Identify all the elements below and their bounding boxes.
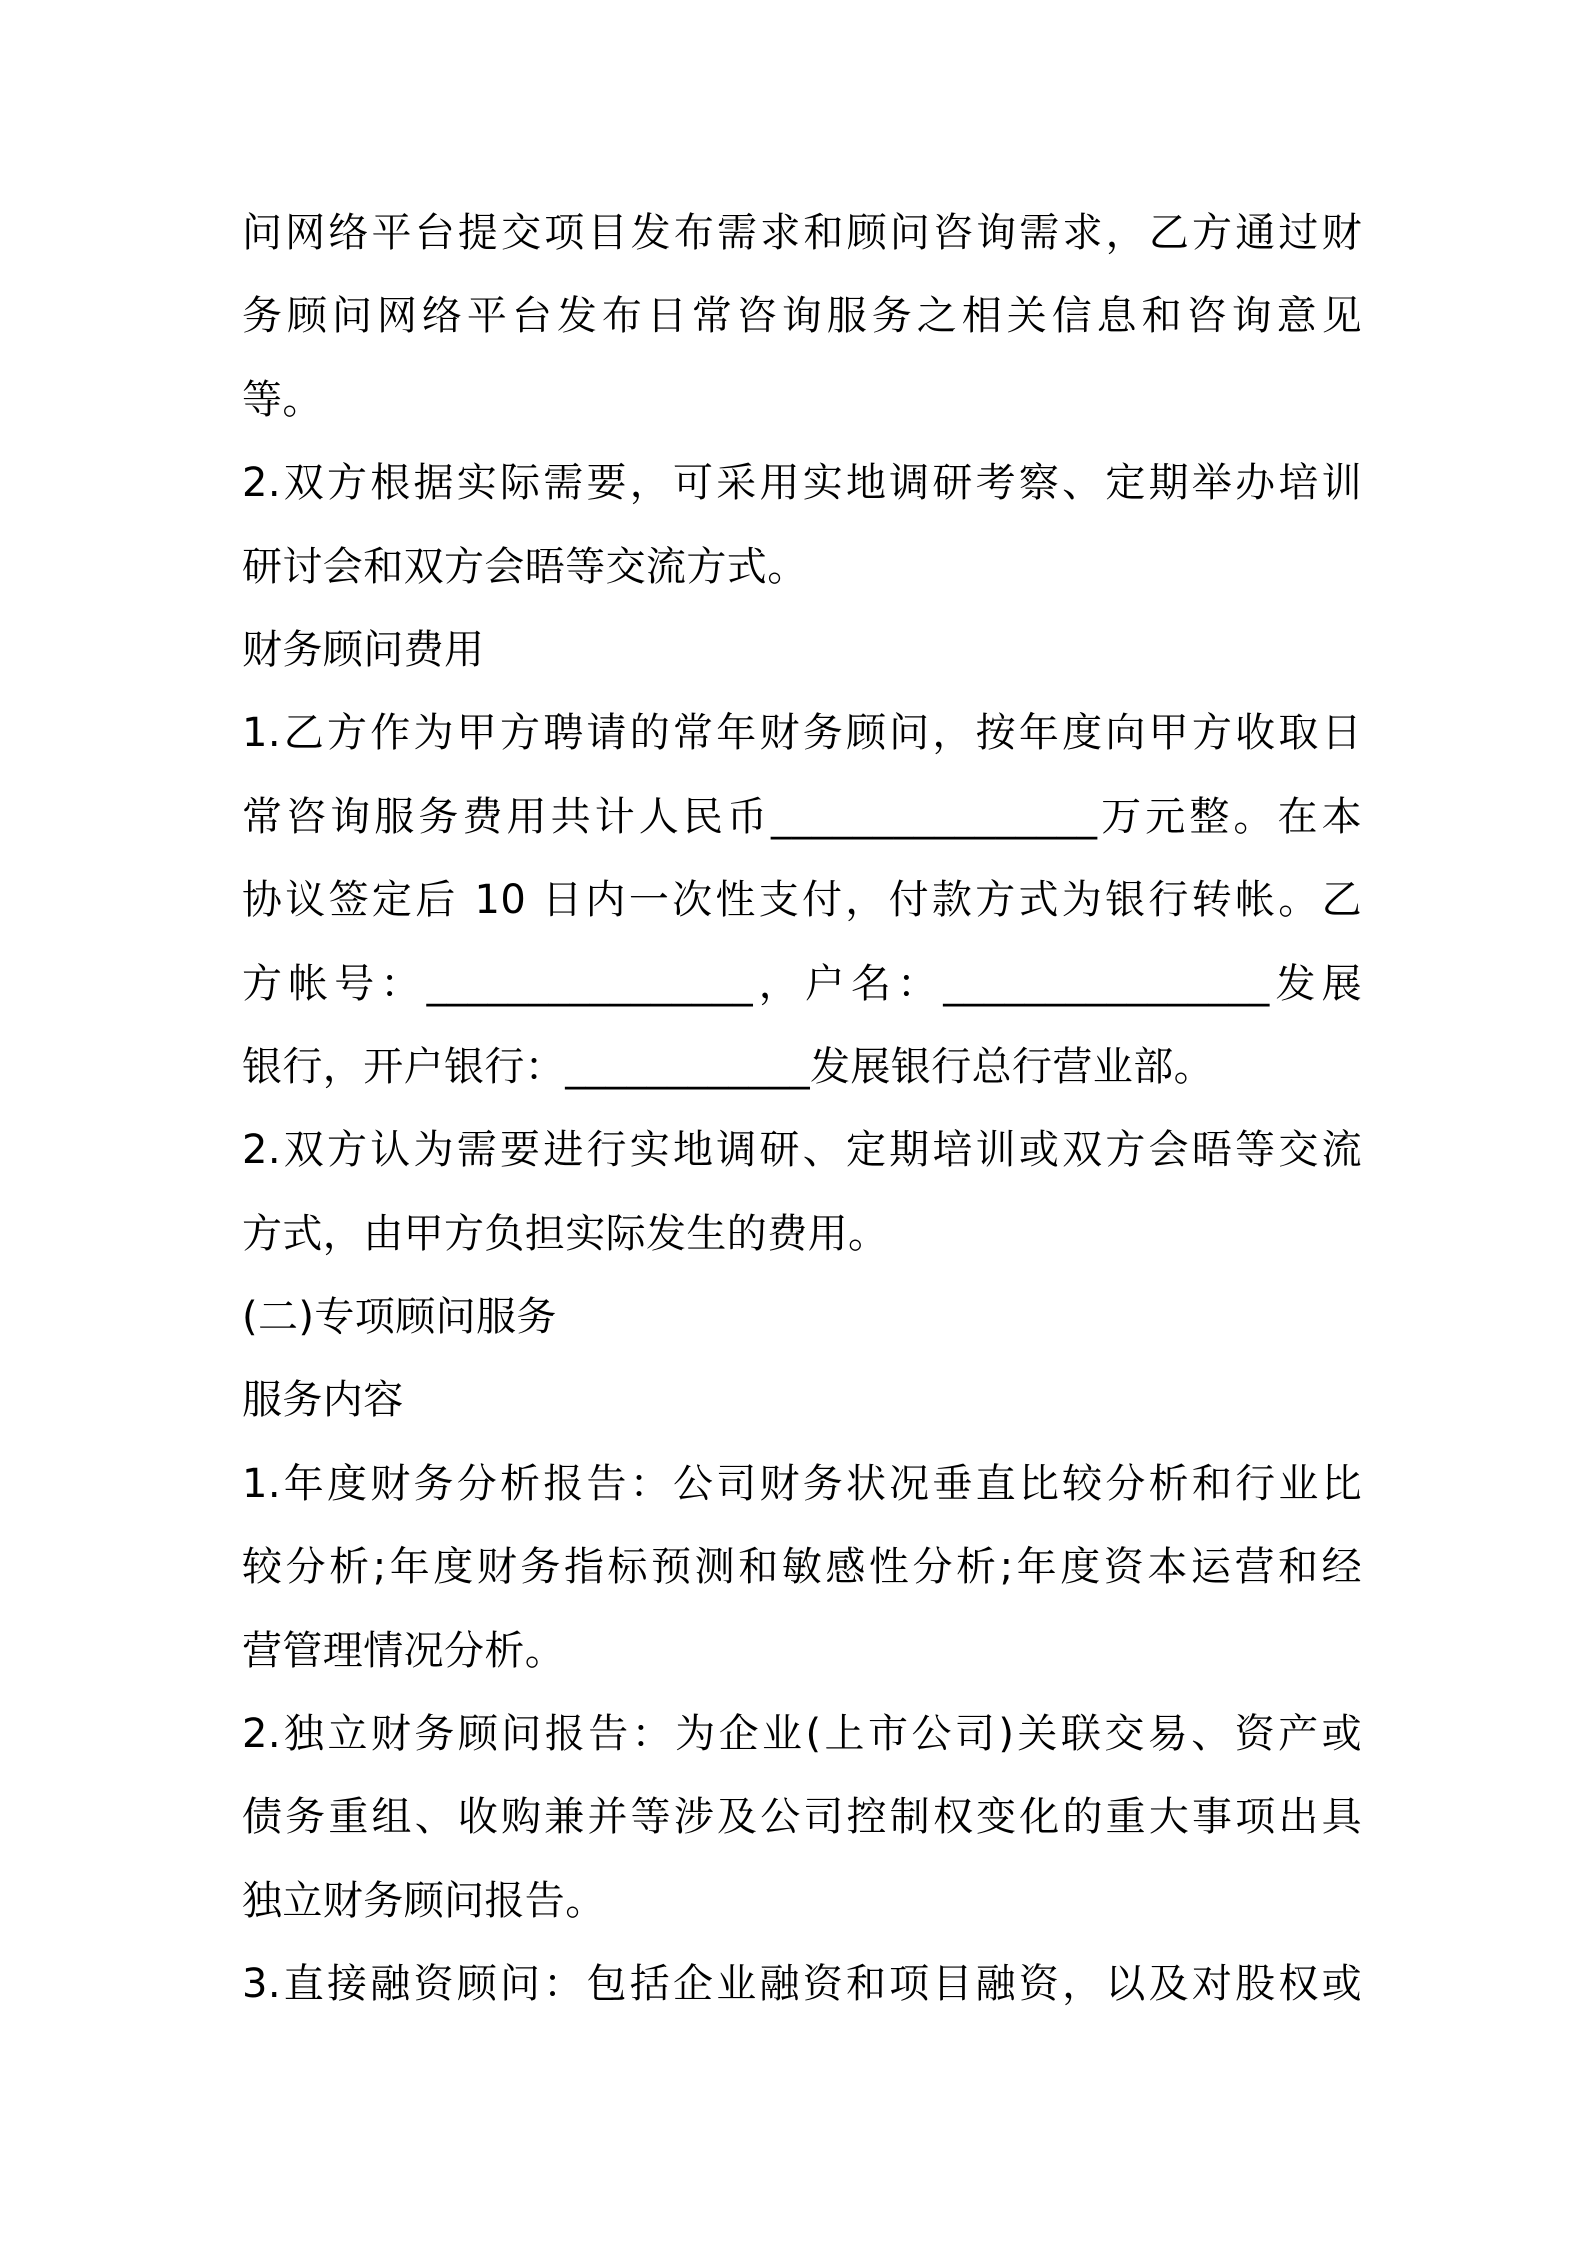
text-line: 研讨会和双方会晤等交流方式。 xyxy=(242,543,808,590)
text-line: 2.双方根据实际需要，可采用实地调研考察、定期举办培训 xyxy=(242,460,1362,507)
text-line: 1.年度财务分析报告：公司财务状况垂直比较分析和行业比 xyxy=(242,1460,1362,1507)
text-line: 1.乙方作为甲方聘请的常年财务顾问，按年度向甲方收取日 xyxy=(242,710,1362,757)
text-line: 营管理情况分析。 xyxy=(242,1627,566,1674)
text-line: 方式，由甲方负担实际发生的费用。 xyxy=(242,1210,889,1257)
text-line: (二)专项顾问服务 xyxy=(242,1294,557,1341)
text-line: 服务内容 xyxy=(242,1377,404,1424)
text-line: 务顾问网络平台发布日常咨询服务之相关信息和咨询意见 xyxy=(242,293,1362,340)
text-line: 协议签定后 10 日内一次性支付，付款方式为银行转帐。乙 xyxy=(242,877,1362,924)
text-line: 方帐号：________________，户名：________________发展 xyxy=(242,960,1362,1007)
text-line: 3.直接融资顾问：包括企业融资和项目融资，以及对股权或 xyxy=(242,1961,1362,2008)
text-line: 2.双方认为需要进行实地调研、定期培训或双方会晤等交流 xyxy=(242,1127,1362,1174)
text-line: 债务重组、收购兼并等涉及公司控制权变化的重大事项出具 xyxy=(242,1794,1362,1841)
text-line: 独立财务顾问报告。 xyxy=(242,1877,606,1924)
text-line: 等。 xyxy=(242,376,323,423)
text-line: 2.独立财务顾问报告：为企业(上市公司)关联交易、资产或 xyxy=(242,1711,1362,1758)
text-line: 财务顾问费用 xyxy=(242,626,485,673)
text-line: 问网络平台提交项目发布需求和顾问咨询需求，乙方通过财 xyxy=(242,210,1362,256)
document-body xyxy=(242,192,1362,2027)
text-line: 银行，开户银行：____________发展银行总行营业部。 xyxy=(242,1043,1214,1090)
text-line: 较分析;年度财务指标预测和敏感性分析;年度资本运营和经 xyxy=(242,1544,1362,1591)
text-line: 常咨询服务费用共计人民币________________万元整。在本 xyxy=(242,793,1362,840)
